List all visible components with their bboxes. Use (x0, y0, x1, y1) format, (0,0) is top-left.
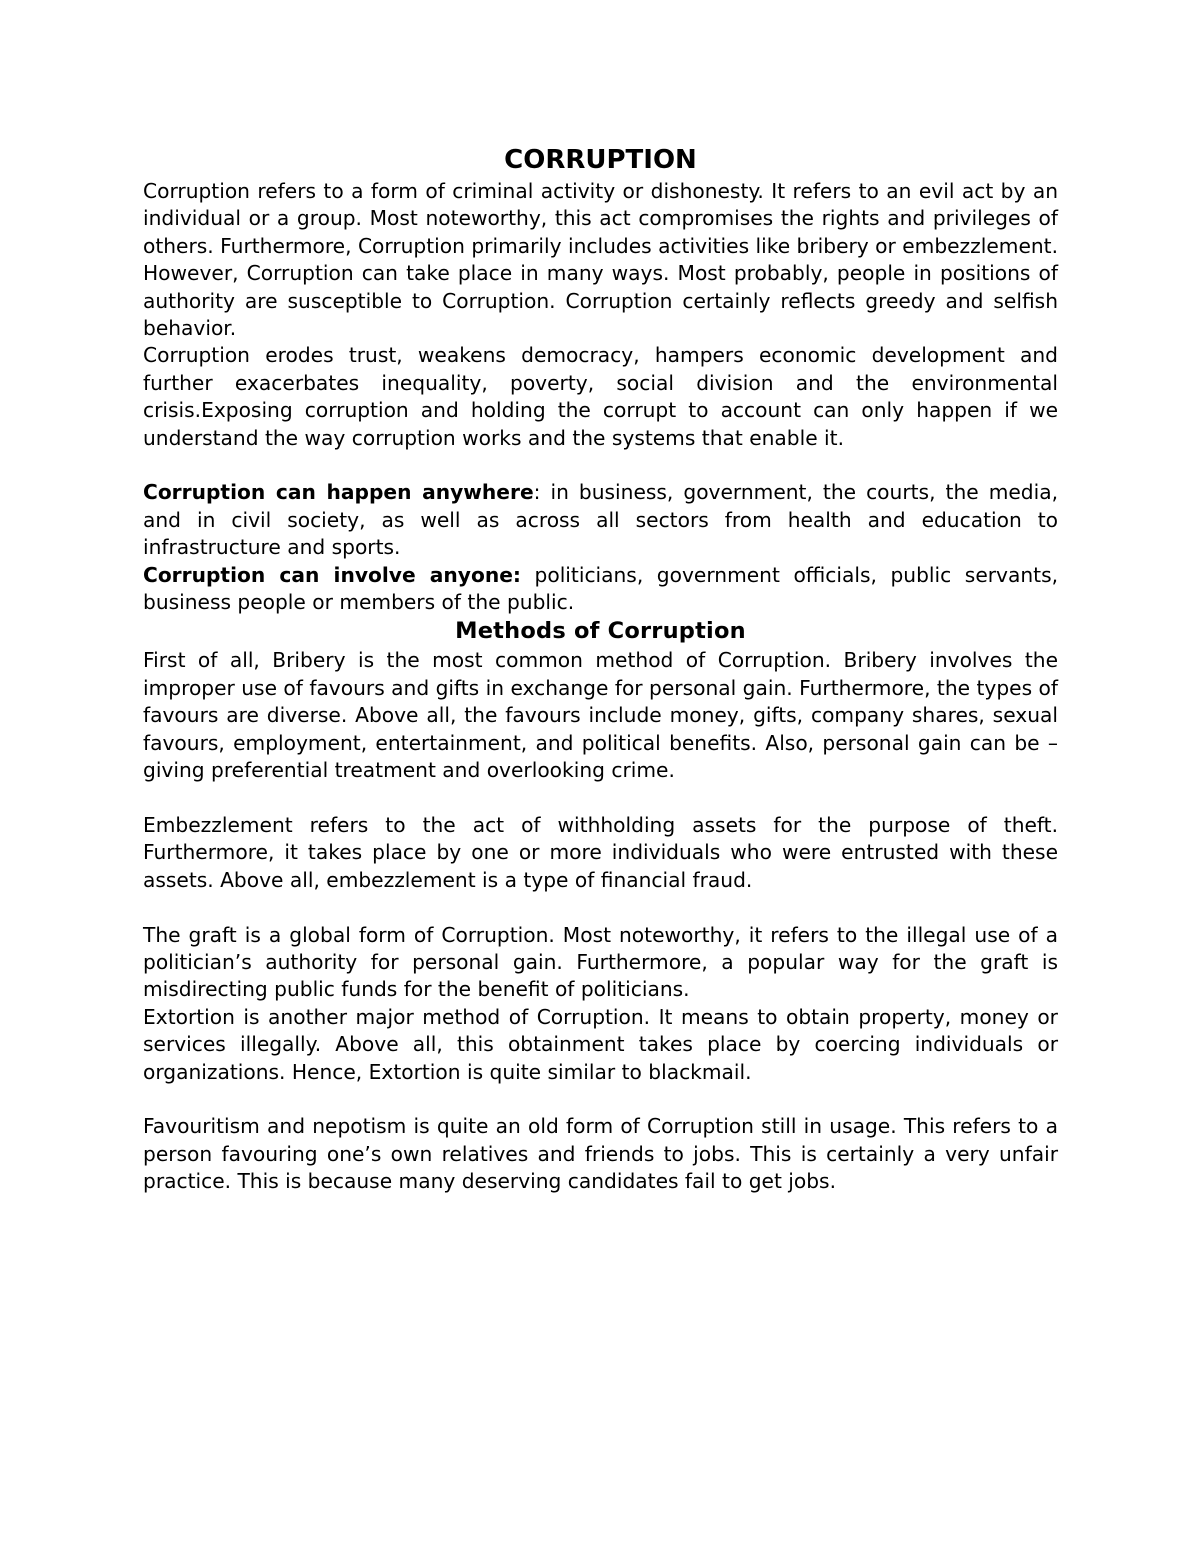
methods-heading: Methods of Corruption (455, 618, 746, 645)
document-page (143, 142, 1058, 1196)
graft-paragraph: The graft is a global form of Corruption. Most noteworthy, it refers to the illegal use of a politician’s authority for personal gain. Furthermore, a popular way for the graft is misdirecting public funds for the benefit of politicians. (143, 922, 1058, 1002)
embezzlement-paragraph: Embezzlement refers to the act of withholding assets for the purpose of theft. Furthermore, it takes place by one or more individuals who were entrusted with these assets. Above all, embezzlement is a type of financial fraud. (143, 812, 1058, 892)
intro-paragraph-definition: Corruption refers to a form of criminal activity or dishonesty. It refers to an evil act by an individual or a group. Most noteworthy, this act compromises the rights and privileges of others. Furthermore, Corruption primarily includes activities like bribery or embezzlement. However, Corruption can take place in many ways. Most probably, people in positions of authority are susceptible to Corruption. Corruption certainly reflects greedy and selfish behavior. (143, 179, 1058, 341)
anyone-label: Corruption can involve anyone: (143, 562, 521, 587)
anywhere-paragraph (143, 479, 1058, 561)
extortion-paragraph: Extortion is another major method of Corruption. It means to obtain property, money or services illegally. Above all, this obtainment takes place by coercing individuals or organizations. Hence, Extortion is quite similar to blackmail. (143, 1004, 1058, 1084)
anyone-paragraph (143, 562, 1058, 617)
favouritism-paragraph: Favouritism and nepotism is quite an old form of Corruption still in usage. This refers to a person favouring one’s own relatives and friends to jobs. This is certainly a very unfair practice. This is because many deserving candidates fail to get jobs. (143, 1114, 1058, 1194)
bribery-paragraph: First of all, Bribery is the most common method of Corruption. Bribery involves the improper use of favours and gifts in exchange for personal gain. Furthermore, the types of favours are diverse. Above all, the favours include money, gifts, company shares, sexual favours, employment, entertainment, and political benefits. Also, personal gain can be – giving preferential treatment and overlooking crime. (143, 648, 1058, 783)
anyone-text: politicians, government officials, public servants, business people or members of the public. (143, 562, 1058, 615)
document-title: CORRUPTION (504, 145, 697, 175)
anywhere-text: : in business, government, the courts, the media, and in civil society, as well as across all sectors from health and education to infrastructure and sports. (143, 480, 1058, 560)
intro-paragraph-effects: Corruption erodes trust, weakens democracy, hampers economic development and further exacerbates inequality, poverty, social division and the environmental crisis.Exposing corruption and holding the corrupt to account can only happen if we understand the way corruption works and the systems that enable it. (143, 343, 1058, 450)
anywhere-label: Corruption can happen anywhere (143, 480, 534, 505)
